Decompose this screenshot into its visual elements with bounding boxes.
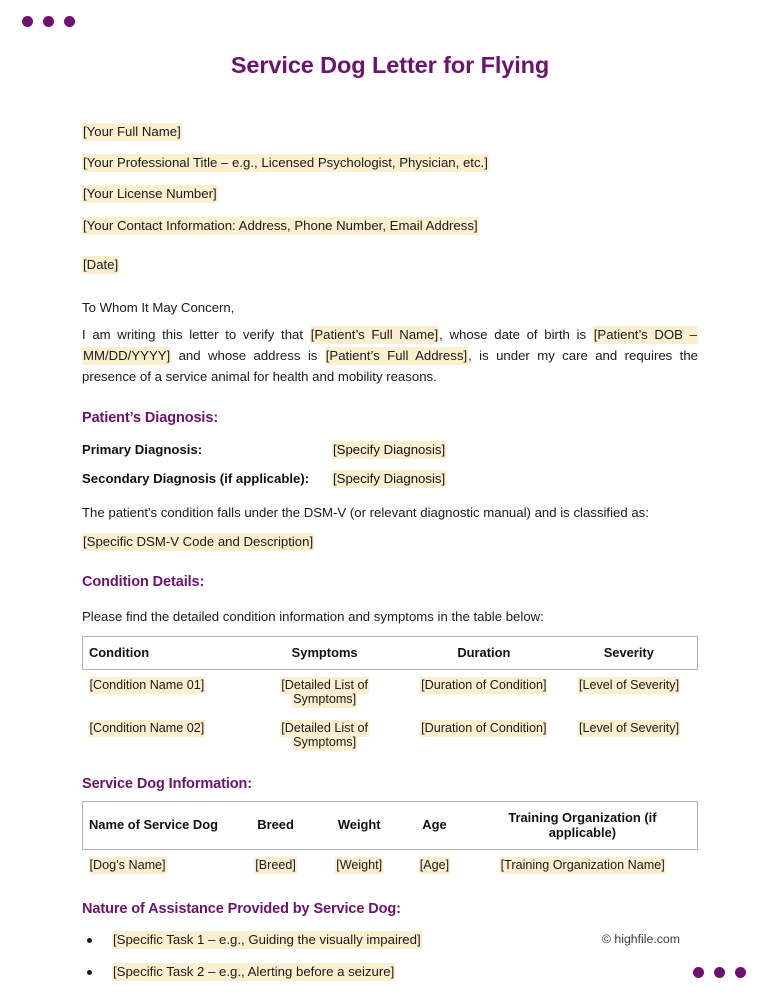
decorative-dots-top-left: [22, 16, 75, 27]
condition-cell-name: [83, 713, 243, 756]
condition-cell-duration: [407, 669, 561, 713]
document-content: [82, 52, 698, 978]
condition-cell-name: [83, 669, 243, 713]
dog-cell-weight: [317, 849, 401, 879]
condition-table-header-row: [83, 636, 698, 669]
severity-value: [Level of Severity]: [578, 720, 680, 735]
condition-cell-severity: [561, 713, 698, 756]
condition-col-header-duration: Duration: [407, 636, 561, 669]
symptoms-value: [Detailed List of Symptoms]: [281, 720, 369, 749]
dot-icon: [43, 16, 54, 27]
condition-details-table: [82, 636, 698, 756]
section-heading-service-dog-information: Service Dog Information:: [82, 775, 253, 792]
sender-full-name-line: [82, 125, 698, 138]
diagnosis-secondary-value: [Specify Diagnosis]: [333, 470, 446, 486]
diagnosis-secondary-label: Secondary Diagnosis (if applicable):: [82, 470, 310, 486]
patient-dob-placeholder: [Patient’s DOB – MM/DD/YYYY]: [83, 327, 697, 364]
sender-full-name-value: [Your Full Name]: [83, 124, 181, 139]
table-row: [83, 669, 698, 713]
duration-value: [Duration of Condition]: [421, 720, 547, 735]
patient-full-name-placeholder: [Patient’s Full Name]: [310, 327, 439, 343]
dsm-code-line: [82, 535, 698, 548]
condition-cell-symptoms: [242, 713, 407, 756]
intro-part-4: , is under my care and requires the presence of a service animal for health and mobility reasons.: [82, 348, 698, 385]
service-dog-table: [82, 801, 698, 879]
dog-cell-training-org: [468, 849, 698, 879]
salutation: To Whom It May Concern,: [82, 300, 235, 316]
sender-contact-line: [82, 219, 698, 232]
diagnosis-row-secondary: [82, 471, 698, 486]
dog-weight-value: [Weight]: [336, 857, 383, 872]
service-dog-table-header-row: [83, 801, 698, 849]
bullet-icon: [87, 970, 92, 975]
page-title: Service Dog Letter for Flying: [230, 52, 550, 78]
dsm-code-value: [Specific DSM-V Code and Description]: [83, 533, 314, 549]
sender-license-line: [82, 187, 698, 200]
assistance-task-2: [Specific Task 2 – e.g., Alerting before a seizure]: [113, 964, 395, 980]
dot-icon: [714, 967, 725, 978]
dsm-sentence: The patient's condition falls under the DSM-V (or relevant diagnostic manual) and is classified as:: [82, 504, 649, 520]
sender-fields-block: [82, 125, 698, 232]
condition-table-head: [83, 636, 698, 669]
dog-col-header-age: Age: [401, 801, 468, 849]
sender-license-value: [Your License Number]: [83, 186, 217, 202]
condition-cell-severity: [561, 669, 698, 713]
severity-value: [Level of Severity]: [578, 677, 680, 692]
sender-title-value: [Your Professional Title – e.g., Licensed Psychologist, Physician, etc.]: [83, 155, 488, 171]
diagnosis-primary-label: Primary Diagnosis:: [82, 441, 203, 457]
decorative-dots-bottom-right: [693, 967, 746, 978]
dog-cell-age: [401, 849, 468, 879]
dog-col-header-breed: Breed: [234, 801, 318, 849]
condition-col-header-condition: Condition: [83, 636, 243, 669]
section-heading-patient-diagnosis: Patient’s Diagnosis:: [82, 409, 219, 426]
dog-breed-value: [Breed]: [255, 857, 296, 872]
intro-part-3: and whose address is: [171, 348, 325, 364]
table-row: [83, 713, 698, 756]
service-dog-table-head: [83, 801, 698, 849]
section-heading-nature-of-assistance: Nature of Assistance Provided by Service Dog:: [82, 900, 401, 917]
service-dog-table-body: [83, 849, 698, 879]
intro-part-2: , whose date of birth is: [439, 327, 593, 343]
diagnosis-primary-value-wrap: [332, 442, 698, 457]
section-heading-condition-details: Condition Details:: [82, 573, 205, 590]
dog-age-value: [Age]: [419, 857, 450, 872]
diagnosis-row-primary: [82, 442, 698, 457]
bullet-icon: [87, 938, 92, 943]
intro-paragraph: [82, 324, 698, 387]
patient-address-placeholder: [Patient’s Full Address]: [325, 348, 468, 364]
condition-col-header-symptoms: Symptoms: [242, 636, 407, 669]
intro-part-1: I am writing this letter to verify that: [82, 327, 310, 343]
condition-cell-symptoms: [242, 669, 407, 713]
table-row: [83, 849, 698, 879]
dot-icon: [22, 16, 33, 27]
dot-icon: [735, 967, 746, 978]
condition-table-body: [83, 669, 698, 756]
footer-credit: © highfile.com: [601, 932, 680, 946]
dog-col-header-training-org: Training Organization (if applicable): [468, 801, 698, 849]
diagnosis-primary-value: [Specify Diagnosis]: [333, 441, 446, 457]
duration-value: [Duration of Condition]: [421, 677, 547, 692]
dog-col-header-name: Name of Service Dog: [83, 801, 234, 849]
condition-value: [Condition Name 02]: [89, 720, 205, 735]
dog-cell-breed: [234, 849, 318, 879]
dot-icon: [64, 16, 75, 27]
symptoms-value: [Detailed List of Symptoms]: [281, 677, 369, 706]
sender-contact-value: [Your Contact Information: Address, Phone Number, Email Address]: [83, 217, 478, 233]
date-line: [82, 258, 698, 271]
list-item: [82, 965, 698, 978]
date-value: [Date]: [83, 256, 119, 272]
dog-name-value: [Dog’s Name]: [89, 857, 166, 872]
sender-title-line: [82, 156, 698, 169]
condition-cell-duration: [407, 713, 561, 756]
dog-cell-name: [83, 849, 234, 879]
condition-col-header-severity: Severity: [561, 636, 698, 669]
condition-value: [Condition Name 01]: [89, 677, 205, 692]
assistance-task-1: [Specific Task 1 – e.g., Guiding the visually impaired]: [113, 931, 421, 947]
dog-training-org-value: [Training Organization Name]: [500, 857, 665, 872]
dog-col-header-weight: Weight: [317, 801, 401, 849]
condition-table-intro: Please find the detailed condition information and symptoms in the table below:: [82, 608, 544, 624]
diagnosis-secondary-value-wrap: [332, 471, 698, 486]
